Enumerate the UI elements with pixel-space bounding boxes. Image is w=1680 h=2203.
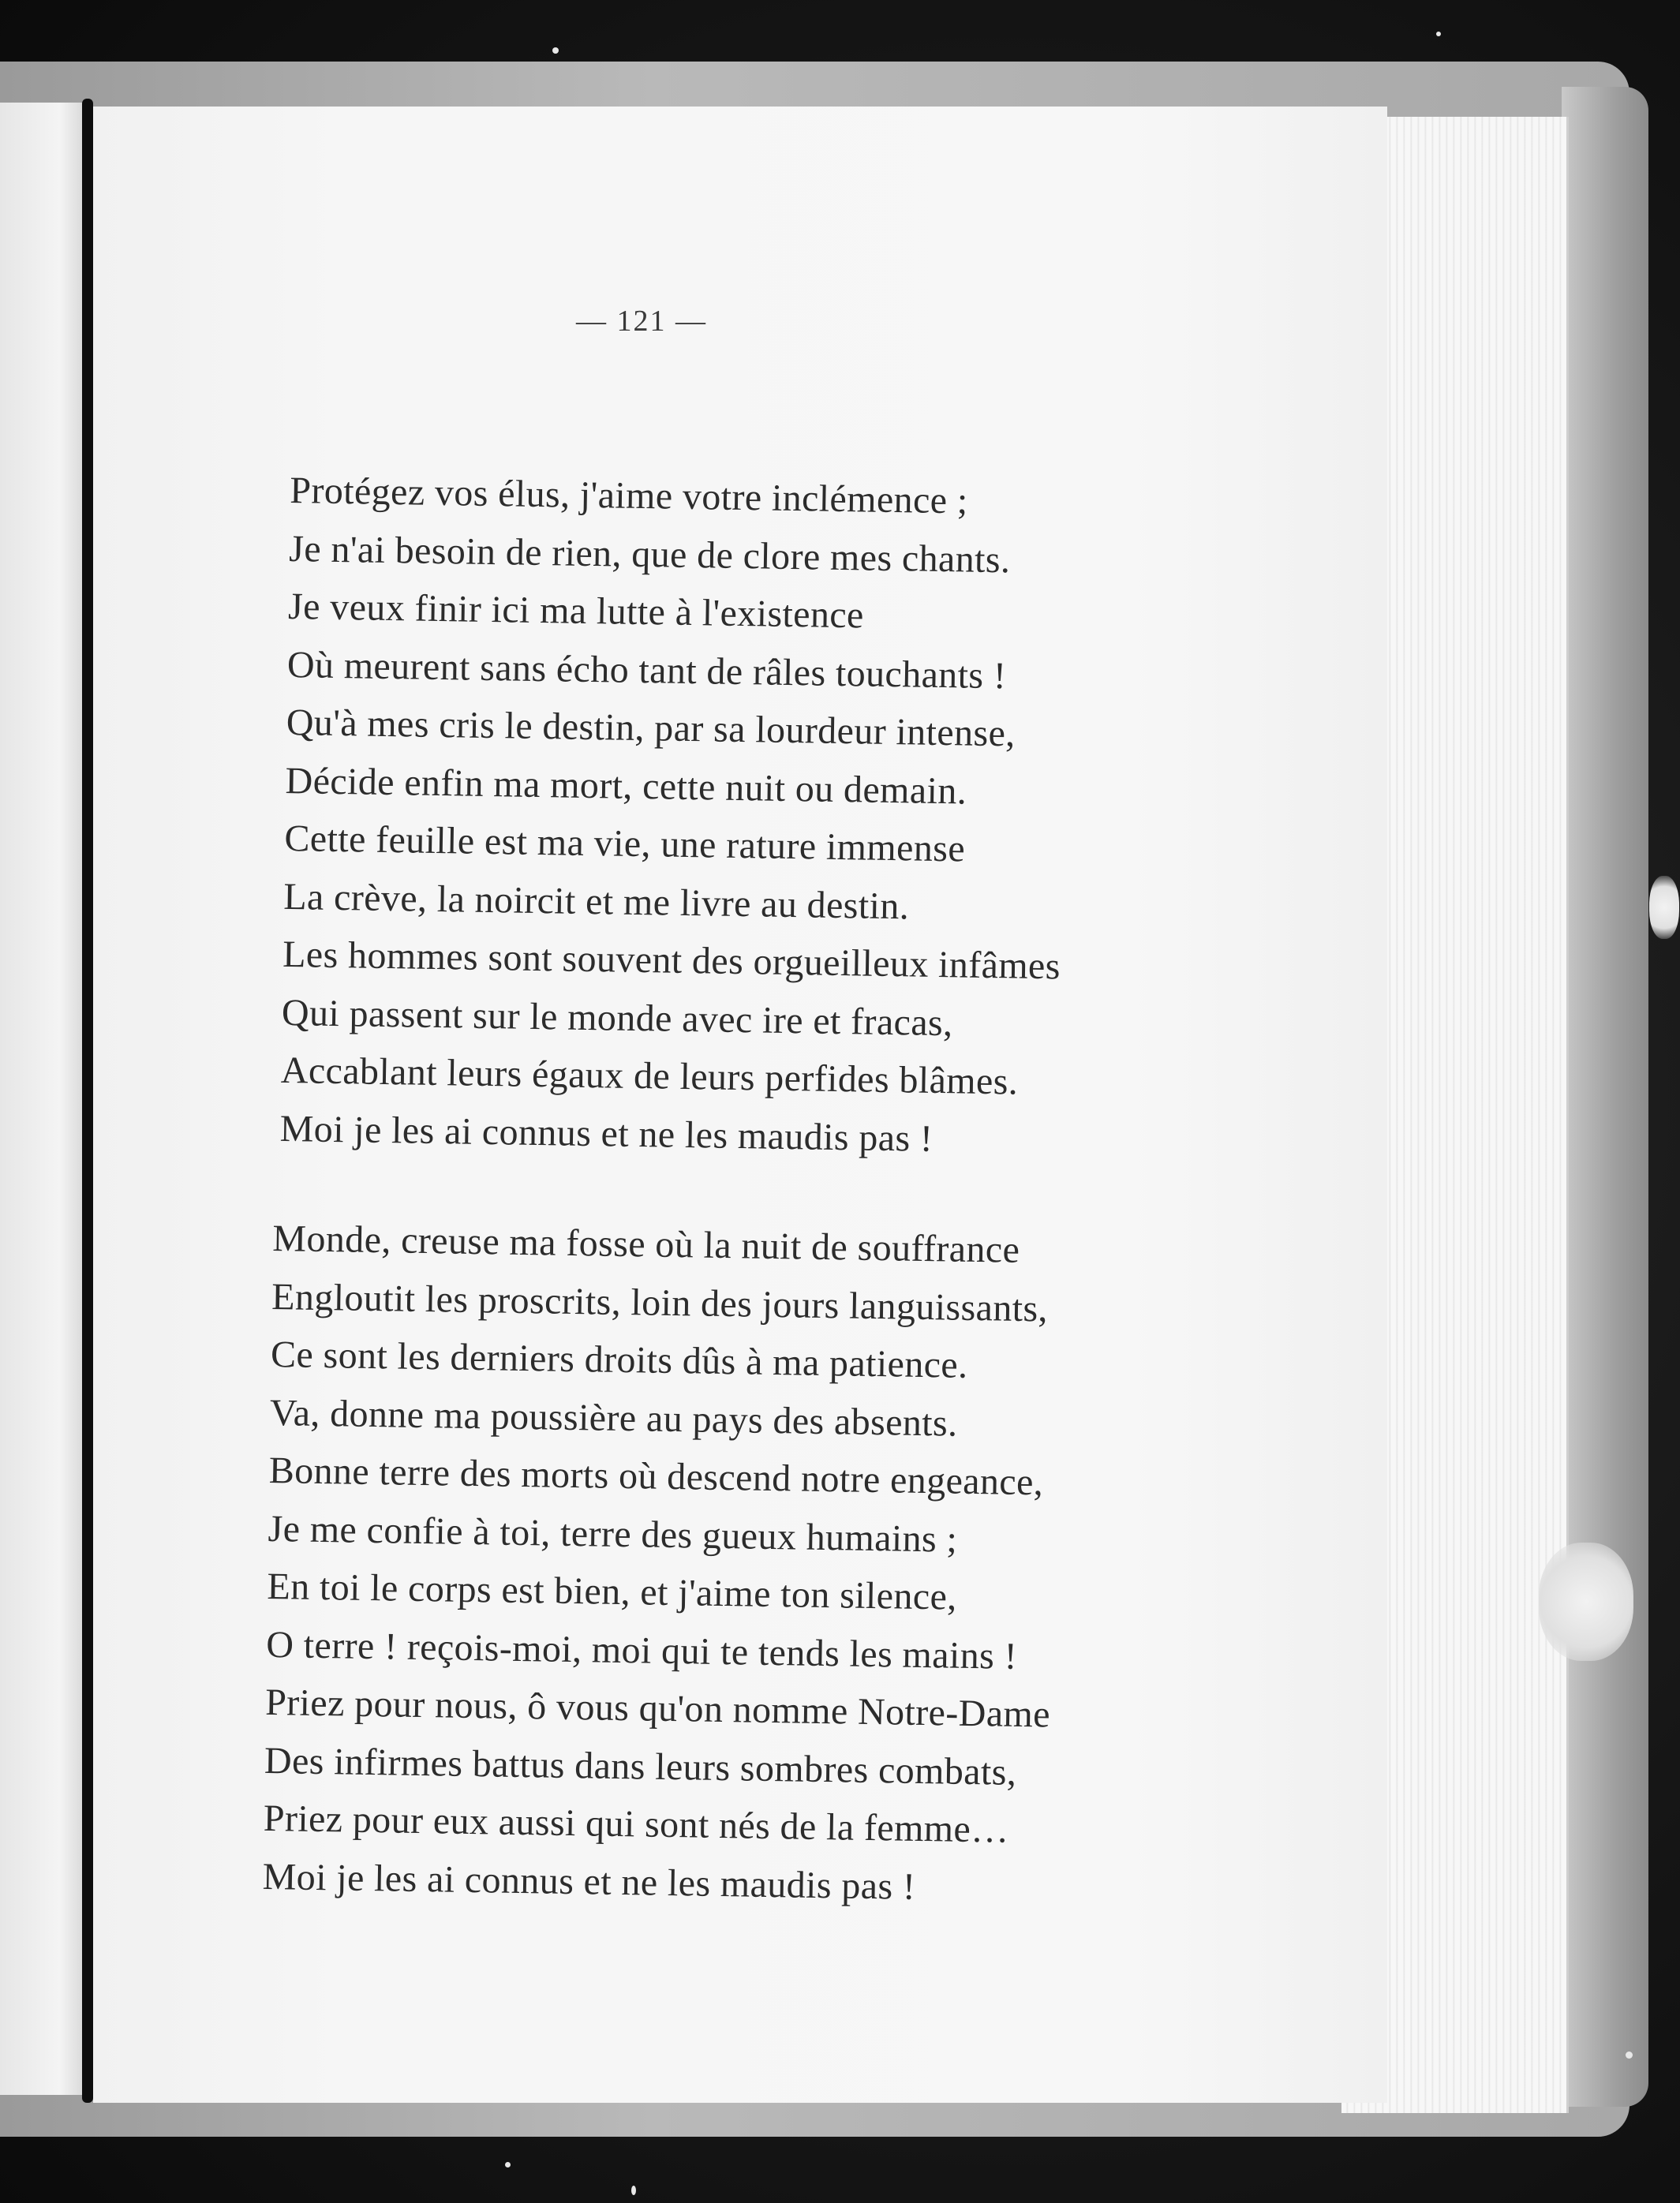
scan-artifact [631,2186,636,2195]
verse-line: Engloutit les proscrits, loin des jours languissants, [271,1275,1049,1330]
verse-line: Qu'à mes cris le destin, par sa lourdeur intense, [286,701,1016,755]
stanza-2 [262,1210,1058,1918]
verse-line: Accablant leurs égaux de leurs perfides blâmes. [280,1049,1019,1103]
verse-line: Je me confie à toi, terre des gueux humains ; [268,1507,958,1561]
scan-artifact [505,2162,511,2167]
verse-line: En toi le corps est bien, et j'aime ton silence, [267,1565,958,1618]
verse-line: Protégez vos élus, j'aime votre inclémence ; [290,469,969,522]
scan-artifact [1539,1543,1633,1661]
verse-line: O terre ! reçois-moi, moi qui te tends les mains ! [265,1623,1018,1677]
verse-line: Moi je les ai connus et ne les maudis pas ! [262,1855,916,1908]
left-facing-page [0,103,85,2095]
verse-line: Bonne terre des morts où descend notre engeance, [268,1449,1044,1504]
verse-line: Décide enfin ma mort, cette nuit ou demain. [285,759,967,813]
verse-line: Moi je les ai connus et ne les maudis pas ! [279,1107,934,1160]
verse-line: Priez pour eux aussi qui sont nés de la femme… [263,1797,1010,1851]
verse-line: Ce sont les derniers droits dûs à ma patience. [270,1333,968,1386]
scan-artifact [1436,32,1441,36]
verse-line: Des infirmes battus dans leurs sombres combats, [264,1739,1017,1793]
verse-line: Cette feuille est ma vie, une rature immense [284,817,966,870]
book-page [93,107,1387,2103]
scan-artifact [1649,876,1679,939]
verse-line: Monde, creuse ma fosse où la nuit de souffrance [272,1217,1020,1271]
verse-line: Où meurent sans écho tant de râles touchants ! [286,643,1007,697]
scan-artifact [1626,2052,1633,2059]
verse-line: Les hommes sont souvent des orgueilleux infâmes [282,933,1061,988]
verse-line: Va, donne ma poussière au pays des absents. [269,1391,958,1445]
verse-line: Je n'ai besoin de rien, que de clore mes chants. [288,527,1011,581]
stanza-1 [279,462,1068,1169]
scan-artifact [552,47,559,54]
page-number: — 121 — [576,305,707,338]
verse-line: Priez pour nous, ô vous qu'on nomme Notre-Dame [264,1681,1051,1736]
verse-line: La crève, la noircit et me livre au destin. [282,875,910,927]
book-cover-edge [1562,87,1648,2107]
book-gutter [82,99,93,2103]
verse-line: Qui passent sur le monde avec ire et fracas, [281,991,953,1044]
verse-line: Je veux finir ici ma lutte à l'existence [287,585,865,637]
